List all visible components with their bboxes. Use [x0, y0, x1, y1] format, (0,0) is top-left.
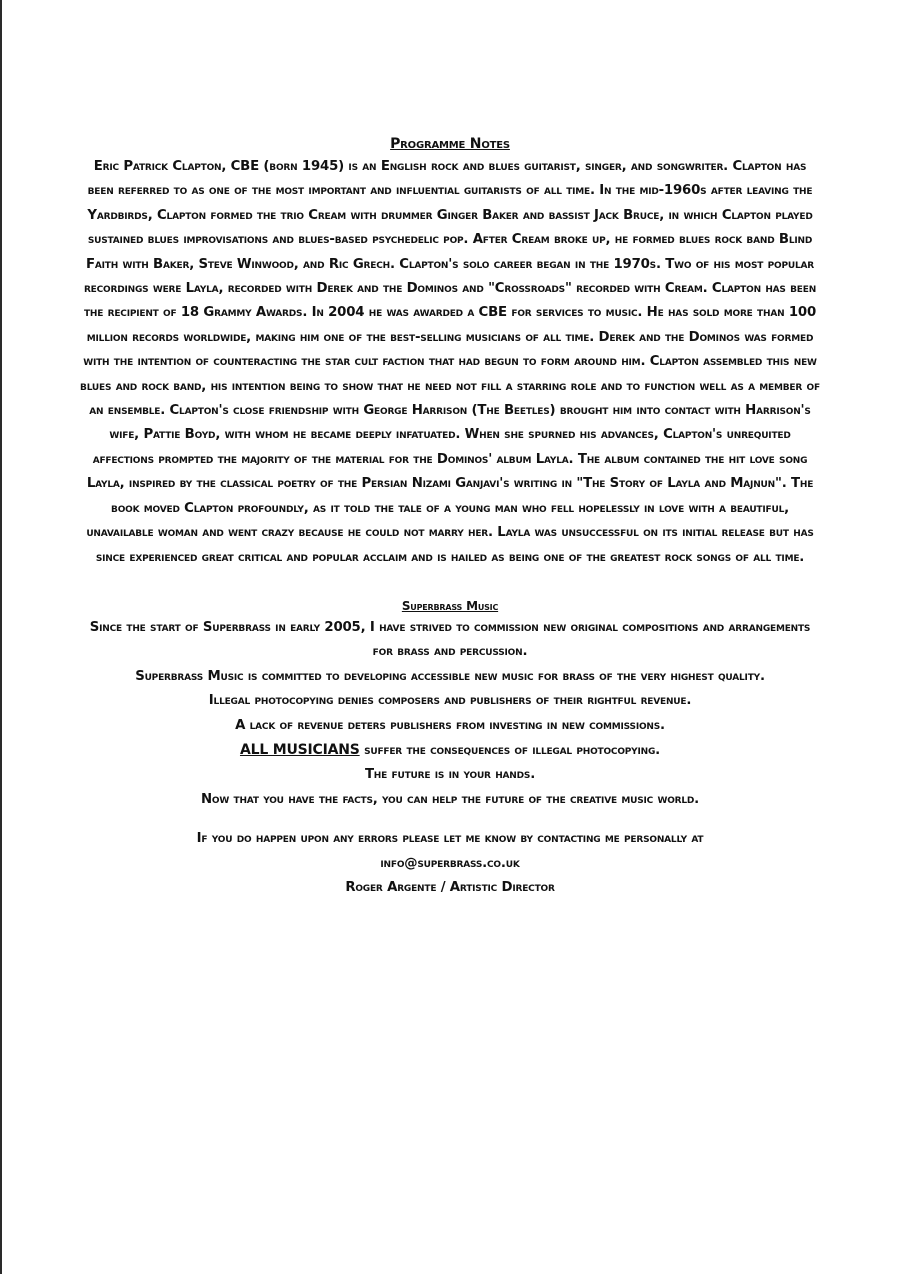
superbrass-line-5	[80, 738, 820, 763]
superbrass-line-6: The future is in your hands.	[364, 767, 536, 783]
superbrass-line-1: Since the start of Superbrass in early 2005, I have strived to commission new original compositions and arrangements for brass and percussion.	[89, 619, 811, 660]
signature: Roger Argente / Artistic Director	[345, 879, 555, 895]
superbrass-line-3: Illegal photocopying denies composers and publishers of their rightful revenue.	[208, 693, 692, 709]
contact-line: If you do happen upon any errors please let me know by contacting me personally at	[196, 831, 704, 847]
superbrass-line-5-rest: suffer the consequences of illegal photocopying.	[359, 742, 661, 758]
superbrass-line-7: Now that you have the facts, you can help the future of the creative music world.	[200, 791, 700, 807]
superbrass-line-2: Superbrass Music is committed to developing accessible new music for brass of the very highest quality.	[135, 668, 765, 684]
contact-email: info@superbrass.co.uk	[380, 855, 520, 871]
document-page	[80, 133, 820, 900]
superbrass-music-heading: Superbrass Music	[401, 598, 499, 613]
superbrass-line-4: A lack of revenue deters publishers from investing in new commissions.	[235, 717, 665, 733]
all-musicians-emphasis: ALL MUSICIANS	[239, 741, 360, 758]
programme-notes-heading: Programme Notes	[390, 136, 510, 152]
programme-notes-body: Eric Patrick Clapton, CBE (born 1945) is an English rock and blues guitarist, singer, and songwriter. Clapton has been referred to as one of the most important and influential guitarists of all time. In the mid-1960s after leaving the Yardbirds, Clapton formed the trio Cream with drummer Ginger Baker and bassist Jack Bruce, in which Clapton played sustained blues improvisations and blues-based psychedelic pop. After Cream broke up, he formed blues rock band Blind Faith with Baker, Steve Winwood, and Ric Grech. Clapton's solo career began in the 1970s. Two of his most popular recordings were Layla, recorded with Derek and the Dominos and "Crossroads" recorded with Cream. Clapton has been the recipient of 18 Grammy Awards. In 2004 he was awarded a CBE for services to music. He has sold more than 100 million records worldwide, making him one of the best-selling musicians of all time. Derek and the Dominos was formed with the intention of counteracting the star cult faction that had begun to form around him. Clapton assembled this new blues and rock band, his intention being to show that he need not fill a starring role and to function well as a member of an ensemble. Clapton's close friendship with George Harrison (The Beetles) brought him into contact with Harrison's wife, Pattie Boyd, with whom he became deeply infatuated. When she spurned his advances, Clapton's unrequited affections prompted the majority of the material for the Dominos' album Layla. The album contained the hit love song Layla, inspired by the classical poetry of the Persian Nizami Ganjavi's writing in "The Story of Layla and Majnun". The book moved Clapton profoundly, as it told the tale of a young man who fell hopelessly in love with a beautiful, unavailable woman and went crazy because he could not marry her. Layla was unsuccessful on its initial release but has since experienced great critical and popular acclaim and is hailed as being one of the greatest rock songs of all time.	[80, 159, 820, 565]
page-left-border	[0, 0, 2, 1274]
